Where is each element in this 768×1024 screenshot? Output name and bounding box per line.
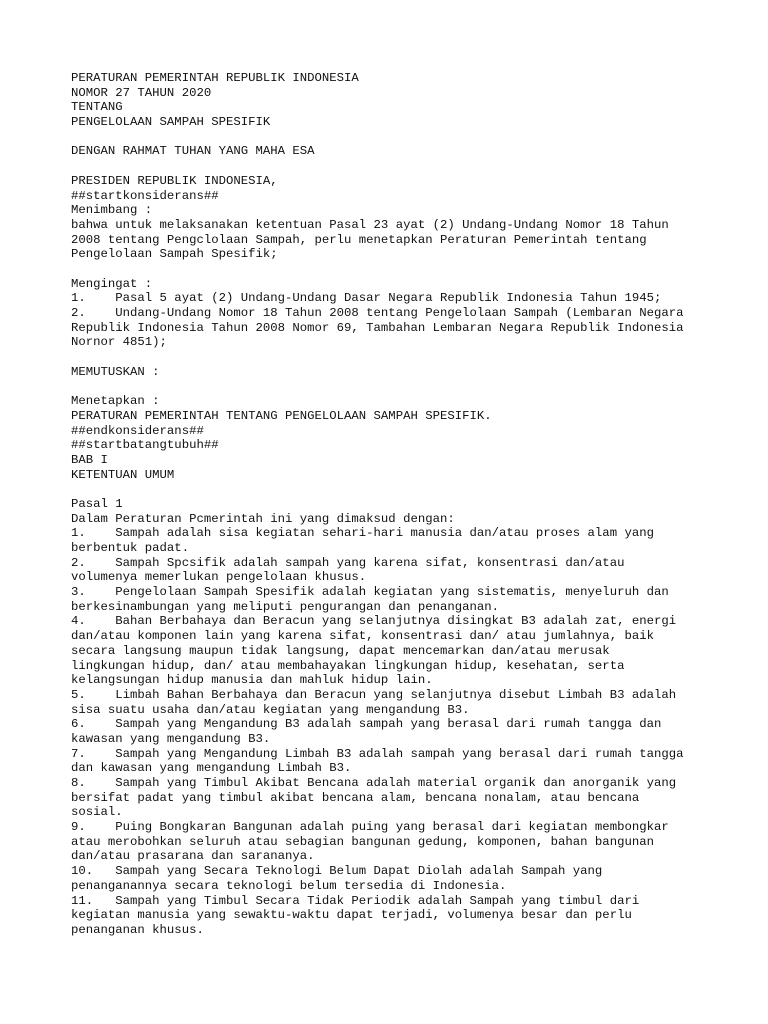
- definition-line: atau merobohkan seluruh atau sebagian bangunan gedung, komponen, bahan bangunan: [71, 834, 654, 849]
- marker-start-konsiderans: ##startkonsiderans##: [71, 188, 219, 203]
- doc-number-line: NOMOR 27 TAHUN 2020: [71, 85, 212, 100]
- mengingat-label: Mengingat :: [71, 276, 153, 291]
- definition-line: volumenya memerlukan pengelolaan khusus.: [71, 570, 367, 585]
- spacer: [71, 130, 731, 145]
- definition-line: 2. Sampah Spcsifik adalah sampah yang karena sifat, konsentrasi dan/atau: [71, 555, 625, 570]
- president-line: PRESIDEN REPUBLIK INDONESIA,: [71, 173, 278, 188]
- doc-subject-line: PENGELOLAAN SAMPAH SPESIFIK: [71, 115, 271, 130]
- definition-line: dan kawasan yang mengandung Limbah B3.: [71, 761, 352, 776]
- definition-line: 11. Sampah yang Timbul Secara Tidak Periodik adalah Sampah yang timbul dari: [71, 893, 640, 908]
- definition-line: kawasan yang mengandung B3.: [71, 731, 271, 746]
- menimbang-text-line: Pengelolaan Sampah Spesifik;: [71, 247, 278, 262]
- marker-start-batang-tubuh: ##startbatangtubuh##: [71, 438, 219, 453]
- spacer: [71, 482, 731, 497]
- marker-end-konsiderans: ##endkonsiderans##: [71, 423, 204, 438]
- menimbang-text-line: bahwa untuk melaksanakan ketentuan Pasal 23 ayat (2) Undang-Undang Nomor 18 Tahun: [71, 217, 669, 232]
- definitions-list: [71, 526, 731, 937]
- article-heading: Pasal 1: [71, 496, 123, 511]
- article-intro: Dalam Peraturan Pcmerintah ini yang dimaksud dengan:: [71, 511, 455, 526]
- menetapkan-text: PERATURAN PEMERINTAH TENTANG PENGELOLAAN SAMPAH SPESIFIK.: [71, 408, 492, 423]
- document-page: [71, 71, 731, 938]
- definition-line: sisa suatu usaha dan/atau kegiatan yang mengandung B3.: [71, 702, 470, 717]
- definition-line: 10. Sampah yang Secara Teknologi Belum Dapat Diolah adalah Sampah yang: [71, 864, 603, 879]
- definition-line: kelangsungan hidup manusia dan mahluk hidup lain.: [71, 673, 433, 688]
- menimbang-label: Menimbang :: [71, 203, 153, 218]
- definition-line: berbentuk padat.: [71, 541, 190, 555]
- definition-line: 5. Limbah Bahan Berbahaya dan Beracun yang selanjutnya disebut Limbah B3 adalah: [71, 687, 677, 702]
- definition-line: 3. Pengelolaan Sampah Spesifik adalah kegiatan yang sistematis, menyeluruh dan: [71, 585, 669, 600]
- definition-line: sosial.: [71, 805, 123, 820]
- doc-title-line: PERATURAN PEMERINTAH REPUBLIK INDONESIA: [71, 71, 359, 85]
- menimbang-text-line: 2008 tentang Pengclolaan Sampah, perlu menetapkan Peraturan Pemerintah tentang: [71, 232, 647, 247]
- mengingat-item-line: 1. Pasal 5 ayat (2) Undang-Undang Dasar Negara Republik Indonesia Tahun 1945;: [71, 291, 662, 306]
- chapter-title: KETENTUAN UMUM: [71, 467, 175, 482]
- definition-line: 6. Sampah yang Mengandung B3 adalah sampah yang berasal dari rumah tangga dan: [71, 717, 662, 732]
- definition-line: penanganan khusus.: [71, 922, 204, 937]
- definition-line: 4. Bahan Berbahaya dan Beracun yang selanjutnya disingkat B3 adalah zat, energi: [71, 614, 677, 629]
- memutuskan-line: MEMUTUSKAN :: [71, 364, 160, 379]
- definition-line: secara langsung maupun tidak langsung, dapat mencemarkan dan/atau merusak: [71, 643, 610, 658]
- definition-line: 9. Puing Bongkaran Bangunan adalah puing yang berasal dari kegiatan membongkar: [71, 820, 669, 835]
- spacer: [71, 379, 731, 394]
- definition-line: berkesinambungan yang meliputi pengurangan dan penanganan.: [71, 599, 500, 614]
- definition-line: 7. Sampah yang Mengandung Limbah B3 adalah sampah yang berasal dari rumah tangga: [71, 746, 684, 761]
- mengingat-item-line: 2. Undang-Undang Nomor 18 Tahun 2008 tentang Pengelolaan Sampah (Lembaran Negara: [71, 306, 684, 320]
- definition-line: lingkungan hidup, dan/ atau membahayakan lingkungan hidup, kesehatan, serta: [71, 658, 625, 673]
- mengingat-item-line: Republik Indonesia Tahun 2008 Nomor 69, Tambahan Lembaran Negara Republik Indonesia: [71, 320, 684, 335]
- spacer: [71, 262, 731, 277]
- definition-line: 8. Sampah yang Timbul Akibat Bencana adalah material organik dan anorganik yang: [71, 776, 677, 790]
- blessing-line: DENGAN RAHMAT TUHAN YANG MAHA ESA: [71, 144, 315, 159]
- chapter-heading: BAB I: [71, 452, 108, 467]
- definition-line: kegiatan manusia yang sewaktu-waktu dapat terjadi, volumenya besar dan perlu: [71, 908, 632, 923]
- spacer: [71, 350, 731, 365]
- mengingat-item-line: Nornor 4851);: [71, 335, 167, 350]
- spacer: [71, 159, 731, 174]
- definition-line: dan/atau prasarana dan sarananya.: [71, 849, 315, 864]
- definition-line: 1. Sampah adalah sisa kegiatan sehari-hari manusia dan/atau proses alam yang: [71, 526, 654, 541]
- doc-tentang-line: TENTANG: [71, 100, 123, 115]
- definition-line: dan/atau komponen lain yang karena sifat, konsentrasi dan/ atau jumlahnya, baik: [71, 629, 654, 644]
- menetapkan-label: Menetapkan :: [71, 394, 160, 409]
- definition-line: penanganannya secara teknologi belum tersedia di Indonesia.: [71, 878, 507, 893]
- definition-line: bersifat padat yang timbul akibat bencana alam, bencana nonalam, atau bencana: [71, 790, 640, 805]
